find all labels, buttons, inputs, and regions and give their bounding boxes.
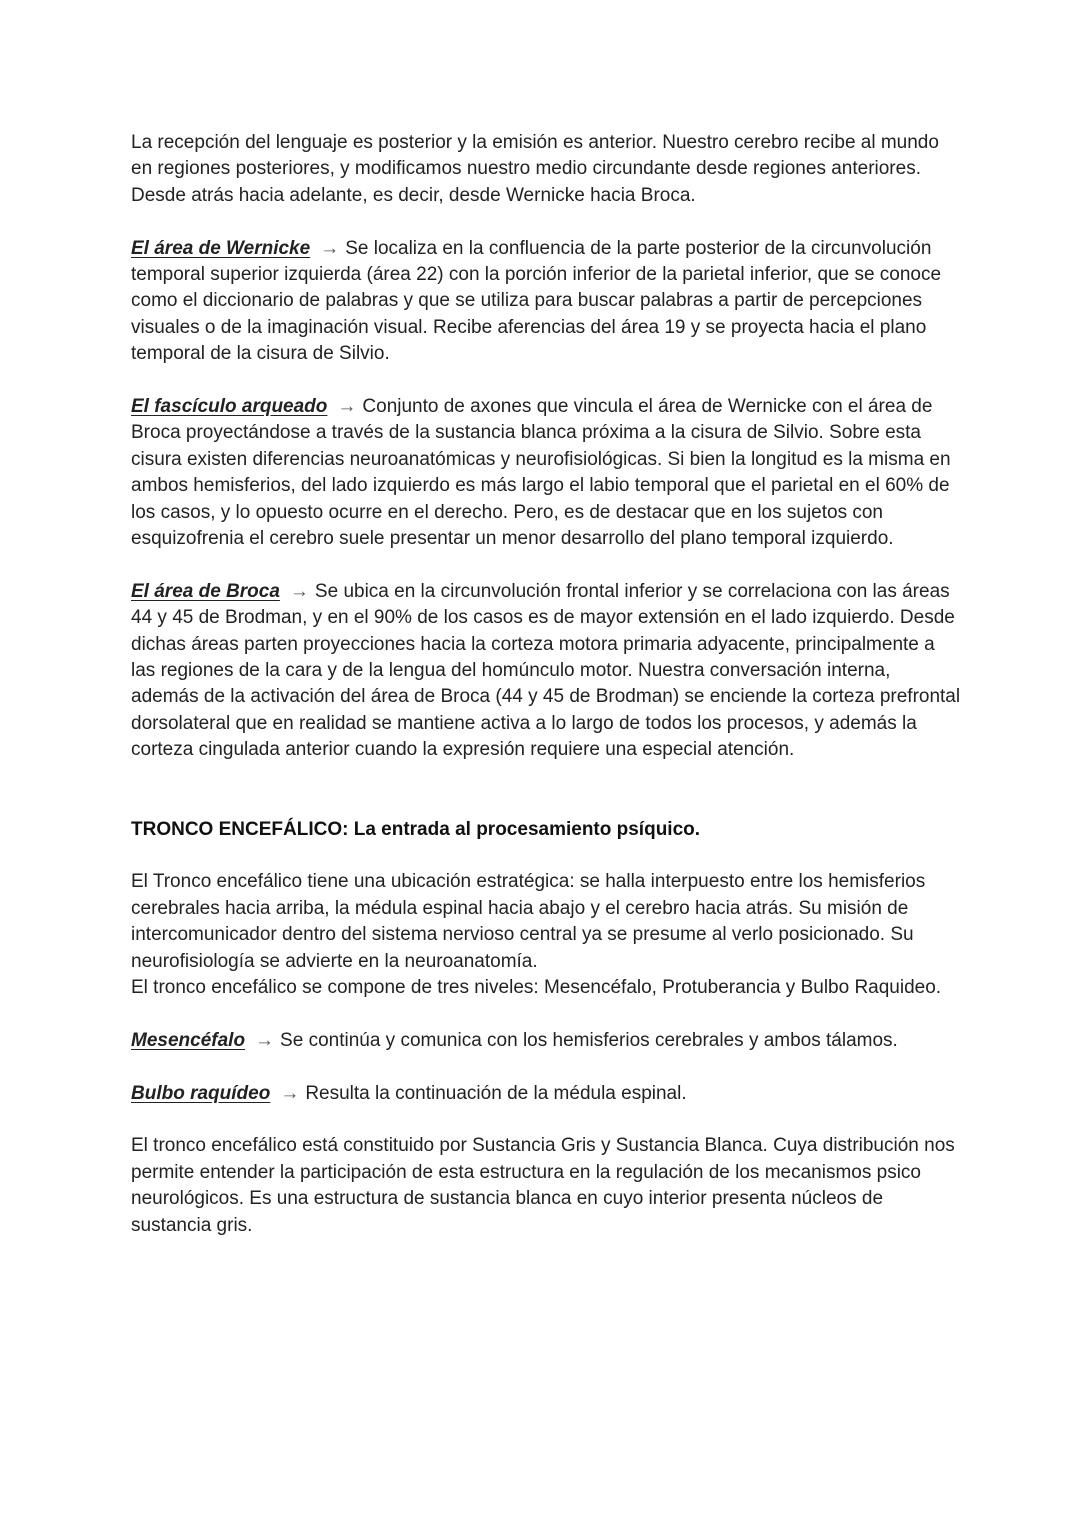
spacer — [131, 1001, 961, 1027]
broca-term: El área de Broca — [131, 580, 280, 602]
arrow-icon: → — [320, 237, 340, 259]
tronco-paragraph-1: El Tronco encefálico tiene una ubicación estratégica: se halla interpuesto entre los hemisferios cerebrales hacia arriba, la médula espinal hacia abajo y el cerebro hacia atrás. Su misión de intercomunicador dentro del sistema nervioso central ya se presume al verlo posicionado. Su neurofisiología se advierte en la neuroanatomía. — [131, 871, 926, 972]
bulbo-term: Bulbo raquídeo — [131, 1082, 271, 1104]
spacer — [131, 1054, 961, 1080]
tronco-paragraph-2: El tronco encefálico se compone de tres niveles: Mesencéfalo, Protuberancia y Bulbo Raquideo. — [131, 976, 942, 998]
fasciculo-term: El fascículo arqueado — [131, 396, 328, 418]
spacer — [131, 368, 961, 394]
bulbo-paragraph — [131, 1081, 961, 1107]
wernicke-paragraph — [131, 236, 961, 368]
arrow-icon: → — [289, 580, 309, 602]
spacer — [131, 552, 961, 578]
mesencefalo-text: Se continúa y comunica con los hemisferios cerebrales y ambos tálamos. — [280, 1029, 898, 1051]
mesencefalo-term: Mesencéfalo — [131, 1029, 246, 1051]
spacer — [131, 764, 961, 817]
intro-paragraph: La recepción del lenguaje es posterior y la emisión es anterior. Nuestro cerebro recibe al mundo en regiones posteriores, y modificamos nuestro medio circundante desde regiones anteriores. Desde atrás hacia adelante, es decir, desde Wernicke hacia Broca. — [131, 132, 939, 206]
document-body — [131, 130, 961, 1239]
mesencefalo-paragraph — [131, 1028, 961, 1054]
closing-paragraph: El tronco encefálico está constituido por Sustancia Gris y Sustancia Blanca. Cuya distribución nos permite entender la participación de esta estructura en la regulación de los mecanismos psico neurológicos. Es una estructura de sustancia blanca en cuyo interior presenta núcleos de sustancia gris. — [131, 1135, 955, 1236]
section-heading: TRONCO ENCEFÁLICO: La entrada al procesamiento psíquico. — [131, 818, 701, 840]
fasciculo-text: Conjunto de axones que vincula el área de Wernicke con el área de Broca proyectándose a través de la sustancia blanca próxima a la cisura de Silvio. Sobre esta cisura existen diferencias neuroanatómicas y neurofisiológicas. Si bien la longitud es la misma en ambos hemisferios, del lado izquierdo es más largo el labio temporal que el parietal en el 60% de los casos, y lo opuesto ocurre en el derecho. Pero, es de destacar que en los sujetos con esquizofrenia el cerebro suele presentar un menor desarrollo del plano temporal izquierdo. — [131, 396, 951, 550]
wernicke-text: Se localiza en la confluencia de la parte posterior de la circunvolución temporal superior izquierda (área 22) con la porción inferior de la parietal inferior, que se conoce como el diccionario de palabras y que se utiliza para buscar palabras a partir de percepciones visuales o de la imaginación visual. Recibe aferencias del área 19 y se proyecta hacia el plano temporal de la cisura de Silvio. — [131, 237, 942, 365]
spacer — [131, 1107, 961, 1133]
broca-text: Se ubica en la circunvolución frontal inferior y se correlaciona con las áreas 44 y 45 de Brodman, y en el 90% de los casos es de mayor extensión en el lado izquierdo. Desde dichas áreas parten proyecciones hacia la corteza motora primaria adyacente, principalmente a las regiones de la cara y de la lengua del homúnculo motor. Nuestra conversación interna, además de la activación del área de Broca (44 y 45 de Brodman) se enciende la corteza prefrontal dorsolateral que en realidad se mantiene activa a lo largo de todos los procesos, y además la corteza cingulada anterior cuando la expresión requiere una especial atención. — [131, 580, 961, 761]
bulbo-text: Resulta la continuación de la médula espinal. — [305, 1082, 687, 1104]
arrow-icon: → — [280, 1082, 300, 1104]
wernicke-term: El área de Wernicke — [131, 237, 311, 259]
arrow-icon: → — [255, 1029, 275, 1051]
spacer — [131, 209, 961, 235]
broca-paragraph — [131, 579, 961, 764]
fasciculo-paragraph — [131, 394, 961, 552]
arrow-icon: → — [337, 396, 357, 418]
spacer — [131, 843, 961, 869]
